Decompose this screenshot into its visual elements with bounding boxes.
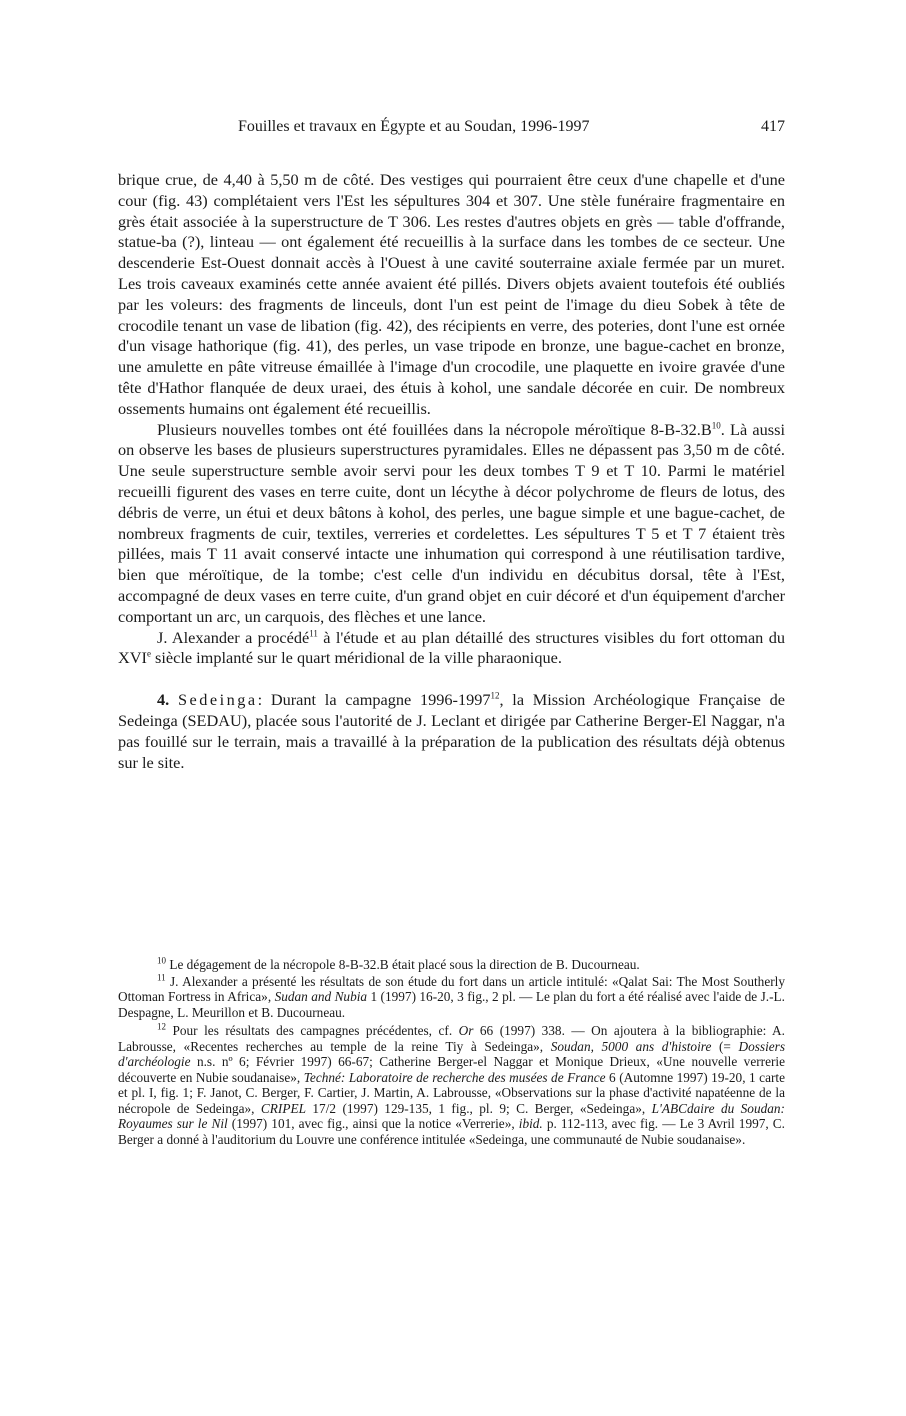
- footnote-12-text: 66 (1997) 338. — On ajoutera à la bibliographie: A. Labrousse, «Recentes recherches au temple de la reine Tiy à Sedeinga»,: [118, 1023, 785, 1054]
- ibid-abbreviation: ibid.: [518, 1116, 543, 1131]
- section-4-paragraph: [118, 690, 785, 773]
- paragraph-3-end: siècle implanté sur le quart méridional de la ville pharaonique.: [150, 648, 562, 668]
- paragraph-3: [118, 628, 785, 670]
- footnote-11: [118, 974, 785, 1021]
- footnote-12-text: (=: [711, 1038, 739, 1054]
- paragraph-3-start: J. Alexander a procédé: [157, 627, 310, 647]
- section-4-rest: , la Mission Archéologique Française de Sedeinga (SEDAU), placée sous l'autorité de J. Leclant et dirigée par Catherine Berger-El Naggar, n'a pas fouillé sur le terrain, mais a travaillé à la préparation de la publication des résultats déjà obtenus sur le site.: [118, 690, 785, 772]
- journal-title: Techné: Laboratoire de recherche des musées de France: [303, 1069, 606, 1085]
- book-title: L'ABCdaire du Soudan: Royaumes sur le Nil: [118, 1100, 785, 1131]
- footnote-12-text: 17/2 (1997) 129-135, 1 fig., pl. 9; C. Berger, «Sedeinga»,: [305, 1100, 652, 1116]
- footnote-12-number: 12: [157, 1021, 166, 1032]
- footnote-10: [118, 957, 785, 973]
- footnote-ref-10: 10: [711, 420, 721, 431]
- paragraph-3-middle: à l'étude et au plan détaillé des structures visibles du fort ottoman du XVI: [118, 627, 785, 668]
- footnotes: [118, 957, 785, 1150]
- series-title: Dossiers d'archéologie: [118, 1038, 786, 1069]
- footnote-12-text: (1997) 101, avec fig., ainsi que la notice «Verrerie»,: [227, 1116, 519, 1131]
- footnote-11-text: J. Alexander a présenté les résultats de son étude du fort dans un article intitulé: «Qalat Sai: The Most Southerly Ottoman Fortress in Africa»,: [118, 973, 785, 1004]
- paragraph-2-rest: . Là aussi on observe les bases de plusieurs superstructures pyramidales. Elles ne dépassent pas 3,50 m de côté. Une seule superstructure semble avoir servi pour les deux tombes T 9 et T 10. Parmi le matériel recueilli figurent des vases en terre cuite, dont un lécythe à décor polychrome de fleurs de lotus, des débris de verre, un étui et deux bâtons à kohol, des perles, une bague simple et une bague-cachet, de nombreux fragments de cuir, textiles, verreries et cordelettes. Les sépultures T 5 et T 7 étaient très pillées, mais T 11 avait conservé intacte une inhumation qui correspond à une réutilisation tardive, bien que méroïtique, de la tombe; c'est celle d'un individu en décubitus dorsal, tête à l'Est, accompagné de deux vases en terre cuite, d'un grand objet en cuir décoré et d'un équipement d'archer comportant un arc, un carquois, des flèches et une lance.: [118, 419, 785, 626]
- page-number: 417: [761, 118, 785, 135]
- footnote-12-text-end: p. 112-113, avec fig. — Le 3 Avril 1997, C. Berger a donné à l'auditorium du Louvre une conférence intitulée «Sedeinga, une communauté de Nubie soudanaise».: [118, 1116, 785, 1147]
- journal-title: CRIPEL: [260, 1100, 306, 1116]
- main-text: [118, 170, 785, 773]
- footnote-10-text: Le dégagement de la nécropole 8-B-32.B était placé sous la direction de B. Ducourneau.: [166, 957, 640, 972]
- section-number: 4.: [157, 690, 170, 710]
- footnote-12-text: Pour les résultats des campagnes précédentes, cf.: [166, 1023, 459, 1038]
- footnote-11-text-end: 1 (1997) 16-20, 3 fig., 2 pl. — Le plan du fort a été réalisé avec l'aide de J.-L. Despagne, L. Meurillon et B. Ducourneau.: [118, 989, 785, 1020]
- journal-title: Or: [458, 1023, 474, 1038]
- journal-title: Sudan and Nubia: [274, 989, 368, 1004]
- section-place-name: Sedeinga: [177, 690, 258, 710]
- footnote-12: [118, 1023, 785, 1147]
- running-header: [118, 118, 785, 140]
- book-title: Soudan, 5000 ans d'histoire: [550, 1038, 712, 1054]
- footnote-12-text: n.s. nº 6; Février 1997) 66-67; Catherine Berger-el Naggar et Monique Drieux, «Une nouvelle verrerie découverte en Nubie soudanaise»,: [118, 1054, 785, 1085]
- footnote-ref-11: 11: [309, 628, 318, 639]
- footnote-11-number: 11: [157, 972, 166, 983]
- century-superscript: e: [146, 648, 151, 659]
- footnote-12-text: 6 (Automne 1997) 19-20, 1 carte et pl. I, fig. 1; F. Janot, C. Berger, F. Cartier, J. Martin, A. Labrousse, «Observations sur la phase d'activité napatéenne de la nécropole de Sedeinga»,: [118, 1069, 786, 1116]
- section-4-start: : Durant la campagne 1996-1997: [257, 690, 491, 710]
- paragraph-2-start: Plusieurs nouvelles tombes ont été fouillées dans la nécropole méroïtique 8-B-32.B: [157, 419, 712, 439]
- paragraph-1: brique crue, de 4,40 à 5,50 m de côté. Des vestiges qui pourraient être ceux d'une chapelle et d'une cour (fig. 43) complétaient vers l'Est les sépultures 304 et 307. Une stèle funéraire fragmentaire en grès était associée à la superstructure de T 306. Les restes d'autres objets en grès — table d'offrande, statue-ba (?), linteau — ont également été recueillis à la surface dans les tombes de ce secteur. Une descenderie Est-Ouest donnait accès à l'Ouest à une cavité souterraine axiale fermée par un muret. Les trois caveaux examinés cette année avaient été pillés. Divers objets avaient toutefois été oubliés par les voleurs: des fragments de linceuls, dont l'un est peint de l'image du dieu Sobek à tête de crocodile tenant un vase de libation (fig. 42), des récipients en verre, des poteries, dont l'une est ornée d'un visage hathorique (fig. 41), des perles, un vase tripode en bronze, une bague-cachet en bronze, une amulette en pâte vitreuse émaillée à l'image d'un crocodile, une plaquette en ivoire gravée d'une tête d'Hathor flanquée de deux uraei, des étuis à kohol, une sandale décorée en cuir. De nombreux ossements humains ont également été recueillis.: [118, 170, 785, 418]
- footnote-10-number: 10: [157, 955, 166, 966]
- paragraph-2: [118, 420, 785, 628]
- running-title: Fouilles et travaux en Égypte et au Soudan, 1996-1997: [238, 118, 590, 135]
- footnote-ref-12: 12: [490, 690, 500, 701]
